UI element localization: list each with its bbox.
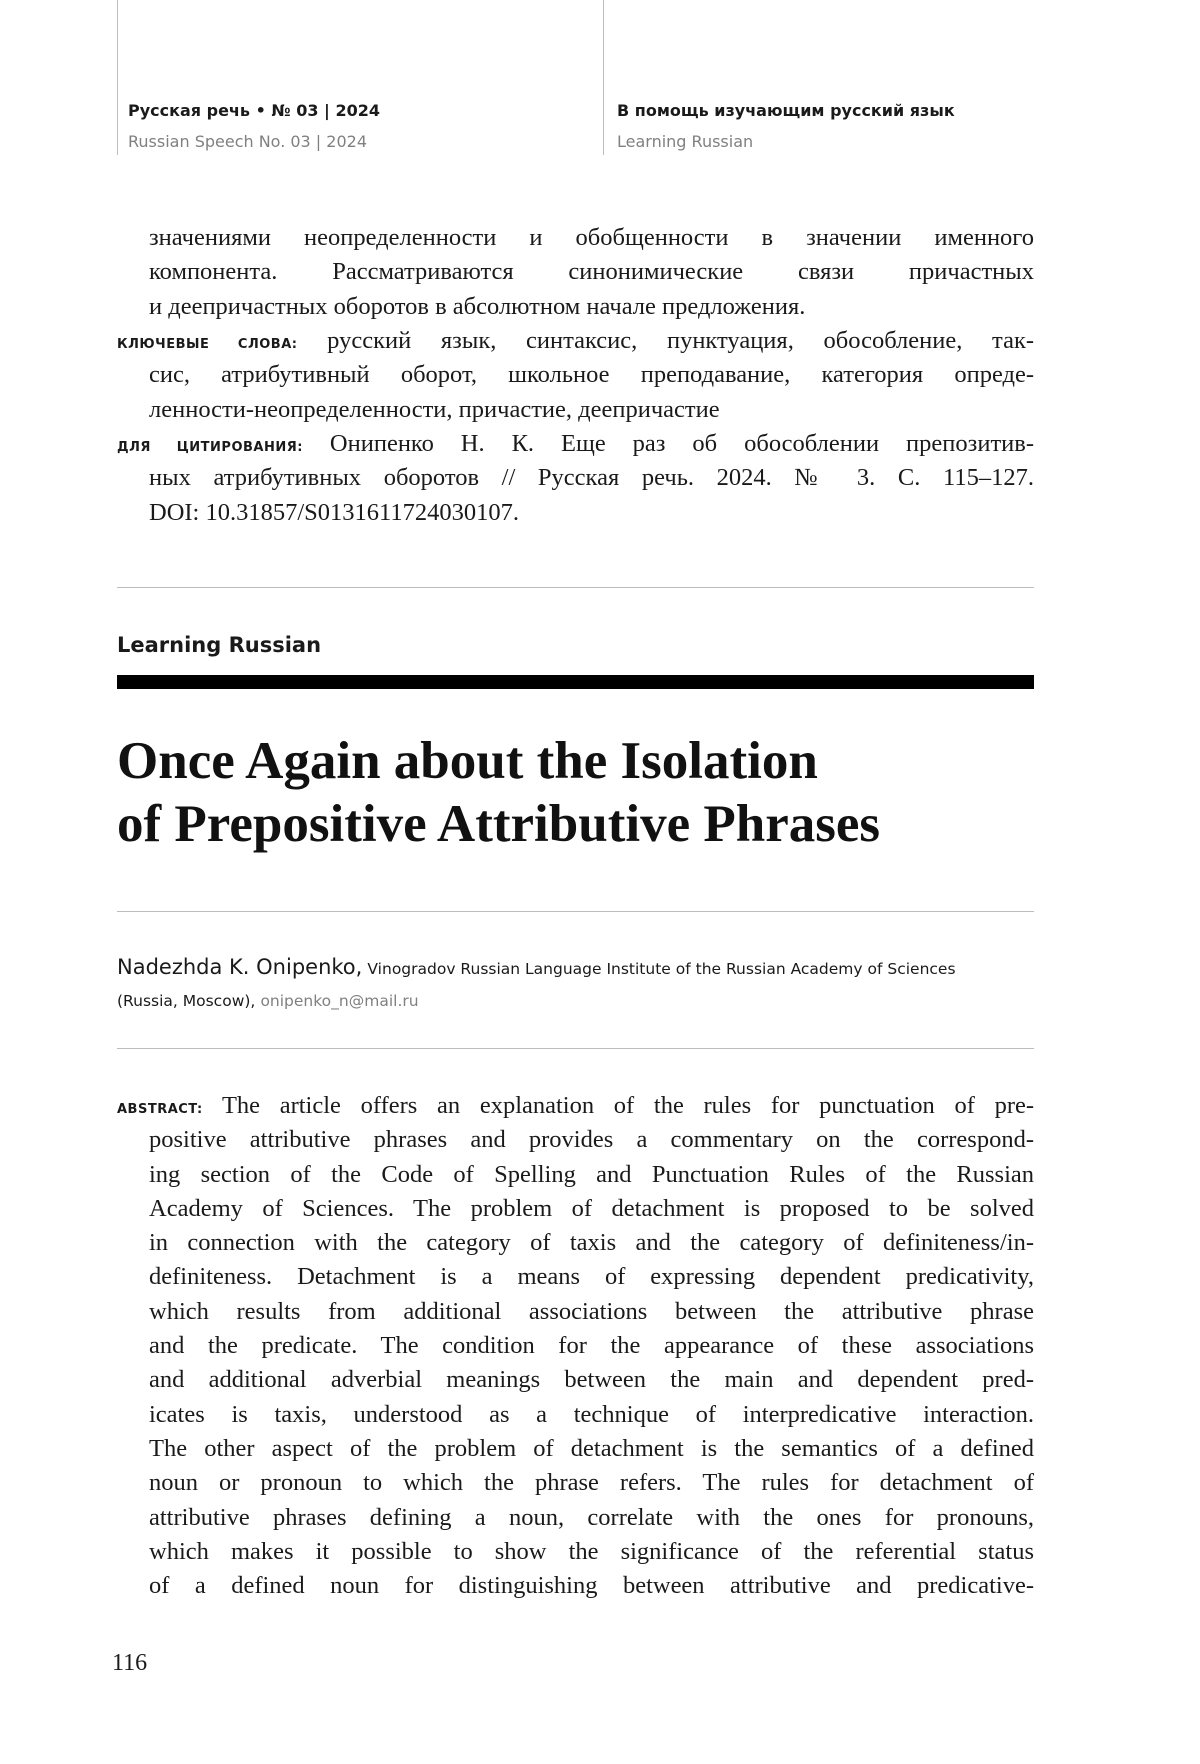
text-line: Онипенко Н. К. Еще раз об обособлении препозитив- xyxy=(329,430,1034,457)
text-line: The other aspect of the problem of detachment is the semantics of a defined xyxy=(149,1434,1034,1462)
author-location: (Russia, Moscow), xyxy=(117,992,256,1010)
journal-title-ru: Русская речь • № 03 | 2024 xyxy=(128,101,380,120)
section-title-en: Learning Russian xyxy=(617,132,754,151)
divider xyxy=(117,911,1034,912)
text-line: ing section of the Code of Spelling and Punctuation Rules of the Russian xyxy=(149,1160,1034,1188)
text-line: noun or pronoun to which the phrase refers. The rules for detachment of xyxy=(149,1469,1034,1497)
divider xyxy=(117,1048,1034,1049)
title-line: of Prepositive Attributive Phrases xyxy=(117,795,880,853)
abstract-label: ABSTRACT: xyxy=(117,1102,203,1117)
text-line: Academy of Sciences. The problem of detachment is proposed to be solved xyxy=(149,1194,1034,1222)
author-name: Nadezhda K. Onipenko, xyxy=(117,955,363,979)
text-line: of a defined noun for distinguishing between attributive and predicative- xyxy=(149,1572,1034,1600)
section-title-ru: В помощь изучающим русский язык xyxy=(617,101,955,120)
text-line: and the predicate. The condition for the appearance of these associations xyxy=(149,1332,1034,1360)
text-line: and additional adverbial meanings between the main and dependent pred- xyxy=(149,1366,1034,1394)
text-line: attributive phrases defining a noun, correlate with the ones for pronouns, xyxy=(149,1503,1034,1531)
title-line: Once Again about the Isolation xyxy=(117,732,818,790)
citation xyxy=(117,427,1034,530)
text-line: и деепричастных оборотов в абсолютном начале предложения. xyxy=(149,292,806,320)
abstract xyxy=(117,1089,1034,1603)
keywords xyxy=(117,324,1034,427)
author-affiliation: Vinogradov Russian Language Institute of the Russian Academy of Sciences xyxy=(367,960,956,978)
page-number: 116 xyxy=(112,1650,148,1676)
text-line: which makes it possible to show the significance of the referential status xyxy=(149,1537,1034,1565)
running-header-journal xyxy=(128,101,380,152)
article-title xyxy=(117,730,880,856)
section-rule xyxy=(117,675,1034,689)
text-line: значениями неопределенности и обобщенности в значении именного xyxy=(149,224,1034,251)
ru-abstract-tail xyxy=(117,221,1034,324)
running-header-section xyxy=(617,101,955,152)
header-divider-right xyxy=(603,0,604,155)
text-line: in connection with the category of taxis and the category of definiteness/in- xyxy=(149,1229,1034,1257)
text-line: definiteness. Detachment is a means of expressing dependent predicativity, xyxy=(149,1263,1034,1291)
text-line: ленности-неопределенности, причастие, деепричастие xyxy=(149,395,720,423)
journal-title-en: Russian Speech No. 03 | 2024 xyxy=(128,132,367,151)
text-line: сис, атрибутивный оборот, школьное преподавание, категория опреде- xyxy=(149,361,1034,389)
citation-label: ДЛЯ ЦИТИРОВАНИЯ: xyxy=(117,440,303,455)
text-line: DOI: 10.31857/S0131611724030107. xyxy=(149,498,520,526)
divider xyxy=(117,587,1034,588)
author-email[interactable]: onipenko_n@mail.ru xyxy=(260,992,419,1010)
header-divider-left xyxy=(117,0,118,155)
text-line: компонента. Рассматриваются синонимические связи причастных xyxy=(149,258,1034,286)
keywords-label: КЛЮЧЕВЫЕ СЛОВА: xyxy=(117,337,298,352)
text-line: The article offers an explanation of the rules for punctuation of pre- xyxy=(221,1092,1035,1119)
text-line: русский язык, синтаксис, пунктуация, обособление, так- xyxy=(327,327,1035,354)
section-label: Learning Russian xyxy=(117,633,322,657)
author-info xyxy=(117,952,1047,1017)
text-line: positive attributive phrases and provides a commentary on the correspond- xyxy=(149,1126,1034,1154)
text-line: icates is taxis, understood as a technique of interpredicative interaction. xyxy=(149,1400,1034,1428)
text-line: ных атрибутивных оборотов // Русская речь. 2024. № 3. С. 115–127. xyxy=(149,464,1034,492)
text-line: which results from additional associations between the attributive phrase xyxy=(149,1297,1034,1325)
